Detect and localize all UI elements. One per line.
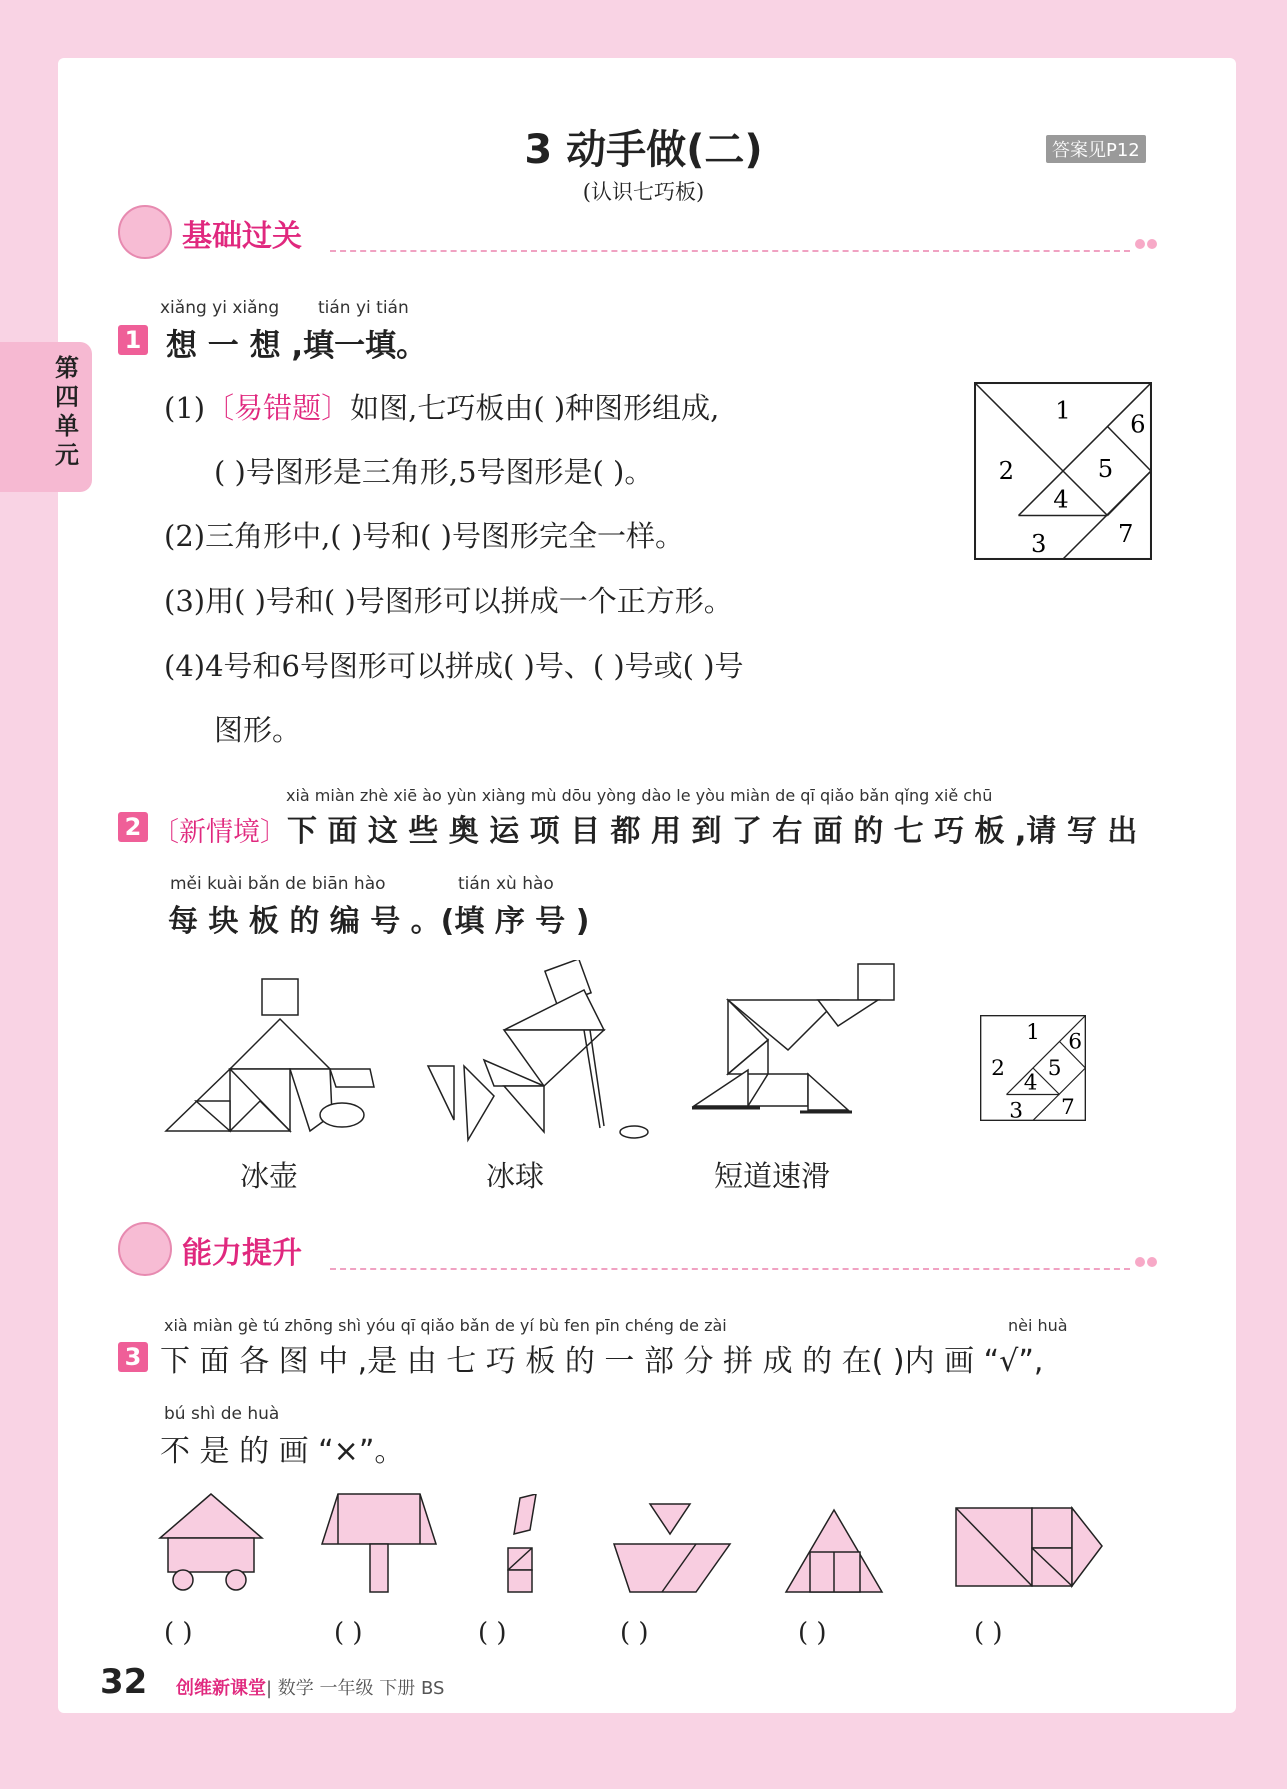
small-piece-label-2: 2 [991,1056,1005,1082]
footer-details: | 数学 一年级 下册 BS [266,1678,445,1699]
unit-side-tab-label: 第四单元 [55,354,79,469]
q1-number-badge: 1 [118,325,148,355]
small-piece-label-3: 3 [1009,1098,1024,1121]
q3-figure-1 [156,1490,266,1594]
ice-hockey-figure [424,960,654,1150]
page-title: 3 动手做(二) [524,127,763,173]
small-piece-label-6: 6 [1068,1029,1083,1055]
section-heading-basic: 基础过关 [182,219,302,254]
caption-ice-hockey: 冰球 [486,1159,545,1193]
q3-number-badge: 3 [118,1342,148,1372]
piece-label-2: 2 [998,456,1015,486]
q3-figure-2 [318,1490,440,1596]
answer-reference-badge: 答案见P12 [1046,135,1146,163]
piece-label-7: 7 [1117,518,1134,548]
answer-blank-1[interactable]: ( ) [164,1618,193,1648]
section-heading-advanced: 能力提升 [182,1236,302,1271]
q1-sub1-prefix: (1) [164,391,206,425]
q3-figure-6 [952,1504,1106,1590]
mascot-icon-2 [118,1222,172,1276]
q1-sub1-line1 [164,386,719,427]
piece-label-6: 6 [1130,409,1146,439]
q2-tag: 〔新情境〕 [152,817,287,848]
small-piece-label-5: 5 [1047,1056,1062,1082]
answer-blank-5[interactable]: ( ) [798,1618,827,1648]
q2-line2: 每 块 板 的 编 号 。(填 序 号 ) [168,904,590,939]
q1-sub1-line2: ( )号图形是三角形,5号图形是( )。 [214,455,654,489]
q1-sub4-line1: (4)4号和6号图形可以拼成( )号、( )号或( )号 [164,649,744,683]
q3-pinyin-line1b: nèi huà [1008,1316,1068,1335]
speed-skating-figure [688,960,908,1120]
tangram-diagram [974,382,1152,560]
page-number: 32 [100,1662,148,1702]
page-subtitle: (认识七巧板) [582,180,705,204]
q3-figure-4 [610,1500,734,1596]
tangram-reference-small [980,1015,1086,1121]
q2-line1-text: 下 面 这 些 奥 运 项 目 都 用 到 了 右 面 的 七 巧 板 ,请 写 出 [287,814,1138,849]
answer-blank-3[interactable]: ( ) [478,1618,507,1648]
curling-figure [160,975,380,1145]
q3-pinyin-line1: xià miàn gè tú zhōng shì yóu qī qiǎo bǎn de yí bù fen pīn chéng de zài [164,1316,727,1335]
q1-pinyin-b: tián yi tián [318,298,409,318]
footer-brand: 创维新课堂 [176,1678,266,1699]
q1-sub1-text: 如图,七巧板由( )种图形组成, [350,391,720,425]
small-piece-label-1: 1 [1026,1020,1040,1046]
caption-speed-skating: 短道速滑 [714,1159,831,1193]
answer-blank-2[interactable]: ( ) [334,1618,363,1648]
q3-line2: 不 是 的 画 “×”。 [160,1434,405,1469]
dots-icon [1134,236,1162,252]
q3-figure-3 [500,1494,540,1596]
q3-pinyin-line2: bú shì de huà [164,1404,280,1424]
answer-blank-6[interactable]: ( ) [974,1618,1003,1648]
caption-curling: 冰壶 [240,1159,299,1193]
q2-number-badge: 2 [118,812,148,842]
q2-pinyin-line2b: tián xù hào [458,874,554,894]
q3-line1: 下 面 各 图 中 ,是 由 七 巧 板 的 一 部 分 拼 成 的 在( )内 画 “√”, [160,1344,1044,1379]
piece-label-3: 3 [1031,528,1047,558]
footer-info [176,1674,444,1700]
q1-prompt: 想 一 想 ,填一填。 [166,328,428,364]
q1-sub3: (3)用( )号和( )号图形可以拼成一个正方形。 [164,584,733,618]
q1-sub1-tag: 〔易错题〕 [205,391,351,425]
answer-blank-4[interactable]: ( ) [620,1618,649,1648]
piece-label-1: 1 [1055,395,1071,425]
q3-figure-5 [782,1506,886,1596]
piece-label-5: 5 [1097,454,1114,484]
q2-pinyin-line1: xià miàn zhè xiē ào yùn xiàng mù dōu yòng dào le yòu miàn de qī qiǎo bǎn qǐng xiě chū [286,786,993,805]
q2-line1 [152,806,1137,850]
small-piece-label-4: 4 [1023,1070,1038,1096]
dots-icon-2 [1134,1254,1162,1270]
section-divider-2 [330,1268,1130,1270]
unit-side-tab [0,342,92,492]
small-piece-label-7: 7 [1061,1094,1075,1120]
q2-pinyin-line2a: měi kuài bǎn de biān hào [170,874,386,894]
mascot-icon [118,205,172,259]
piece-label-4: 4 [1053,484,1069,514]
q1-sub4-line2: 图形。 [214,713,302,747]
q1-pinyin-a: xiǎng yi xiǎng [160,298,280,318]
q1-sub2: (2)三角形中,( )号和( )号图形完全一样。 [164,519,684,553]
section-divider [330,250,1130,252]
